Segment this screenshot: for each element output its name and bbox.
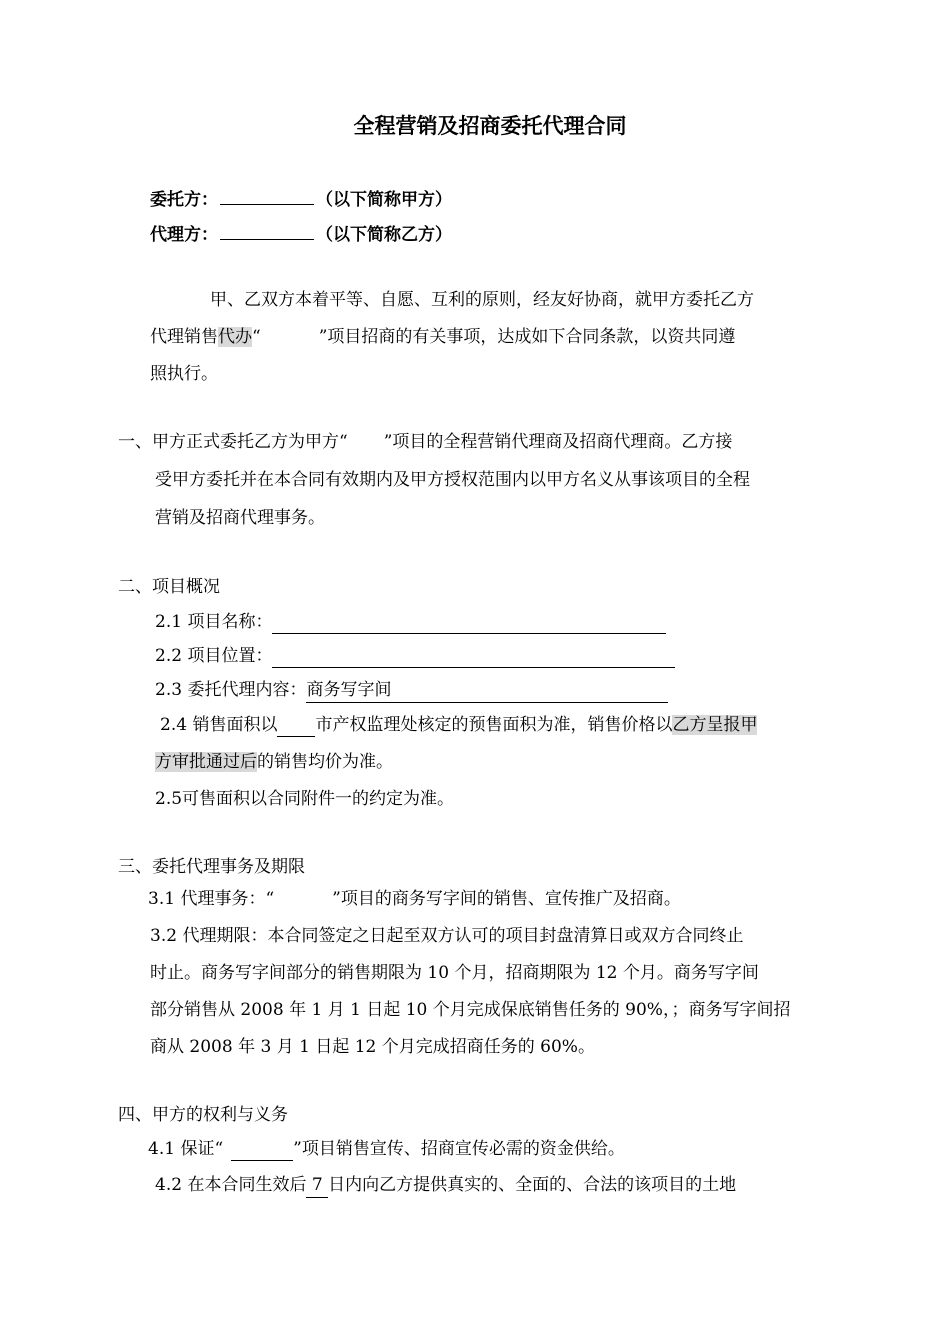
intro-line-1: 甲、乙双方本着平等、自愿、互利的原则，经友好协商，就甲方委托乙方	[210, 290, 754, 310]
section-1-text-rest: ”项目的全程营销代理商及招商代理商。乙方接	[383, 432, 733, 452]
item-2-1-blank	[272, 615, 666, 634]
item-2-3-label: 2.3 委托代理内容：	[155, 680, 307, 700]
section-1-line-1	[118, 430, 732, 454]
intro-text: 代理销售	[150, 327, 218, 347]
item-2-4-highlight-2: 方审批通过后	[155, 752, 257, 772]
item-2-4-highlight: 乙方呈报甲	[672, 715, 758, 735]
item-4-1-text-rest: ”项目销售宣传、招商宣传必需的资金供给。	[293, 1139, 625, 1159]
item-3-2-line-2: 时止。商务写字间部分的销售期限为 10 个月，招商期限为 12 个月。商务写字间	[150, 963, 759, 983]
item-2-4-text-end: 的销售均价为准。	[257, 752, 393, 772]
item-2-4-line-2	[155, 750, 393, 774]
item-2-4-blank	[277, 718, 315, 737]
item-2-5: 2.5可售面积以合同附件一的约定为准。	[155, 789, 455, 809]
item-2-4-text-mid: 市产权监理处核定的预售面积为准，销售价格以	[315, 715, 673, 735]
intro-line-2	[150, 325, 735, 349]
item-3-2-line-4: 商从 2008 年 3 月 1 日起 12 个月完成招商任务的 60%。	[150, 1037, 595, 1057]
principal-blank	[220, 188, 314, 205]
item-3-2-line-1: 3.2 代理期限：本合同签定之日起至双方认可的项目封盘清算日或双方合同终止	[150, 926, 744, 946]
item-4-1-text: 4.1 保证“	[148, 1139, 224, 1159]
item-2-2-blank	[272, 649, 675, 668]
section-2-heading: 二、项目概况	[118, 577, 220, 597]
item-2-1	[155, 610, 666, 634]
item-2-3-value: 商务写字间	[306, 678, 668, 703]
principal-line	[150, 185, 452, 210]
item-3-1-text: 3.1 代理事务：“	[148, 889, 275, 909]
intro-line-3: 照执行。	[150, 364, 218, 384]
section-1-text: 一、甲方正式委托乙方为甲方“	[118, 432, 348, 452]
item-4-2	[155, 1173, 736, 1198]
agent-suffix: （以下简称乙方）	[316, 225, 452, 245]
item-3-1	[148, 887, 681, 911]
principal-suffix: （以下简称甲方）	[316, 190, 452, 210]
agent-line	[150, 220, 452, 245]
intro-text-rest: ”项目招商的有关事项，达成如下合同条款，以资共同遵	[318, 327, 736, 347]
item-2-4-text: 2.4 销售面积以	[160, 715, 278, 735]
agent-blank	[220, 223, 314, 240]
item-3-2-line-3: 部分销售从 2008 年 1 月 1 日起 10 个月完成保底销售任务的 90%，；商务写字间招	[150, 1000, 791, 1020]
item-2-3	[155, 678, 668, 703]
principal-label: 委托方：	[150, 190, 218, 210]
agent-label: 代理方：	[150, 225, 218, 245]
section-1-line-3: 营销及招商代理事务。	[155, 508, 325, 528]
item-2-2	[155, 644, 675, 668]
item-4-2-text-rest: 日内向乙方提供真实的、全面的、合法的该项目的土地	[328, 1175, 737, 1195]
item-4-2-days: 7	[306, 1173, 328, 1198]
item-2-4-line-1	[160, 713, 757, 737]
item-4-1-blank	[231, 1142, 293, 1161]
section-4-heading: 四、甲方的权利与义务	[118, 1105, 288, 1125]
section-3-heading: 三、委托代理事务及期限	[118, 857, 305, 877]
item-2-2-label: 2.2 项目位置：	[155, 646, 273, 666]
item-4-2-text: 4.2 在本合同生效后	[155, 1175, 307, 1195]
intro-highlight: 代办	[218, 327, 252, 347]
section-1-line-2: 受甲方委托并在本合同有效期内及甲方授权范围内以甲方名义从事该项目的全程	[155, 470, 750, 490]
intro-quote-open: “	[252, 327, 261, 347]
document-title: 全程营销及招商委托代理合同	[353, 114, 627, 138]
item-3-1-text-rest: ”项目的商务写字间的销售、宣传推广及招商。	[332, 889, 681, 909]
item-4-1	[148, 1137, 625, 1161]
item-2-1-label: 2.1 项目名称：	[155, 612, 273, 632]
